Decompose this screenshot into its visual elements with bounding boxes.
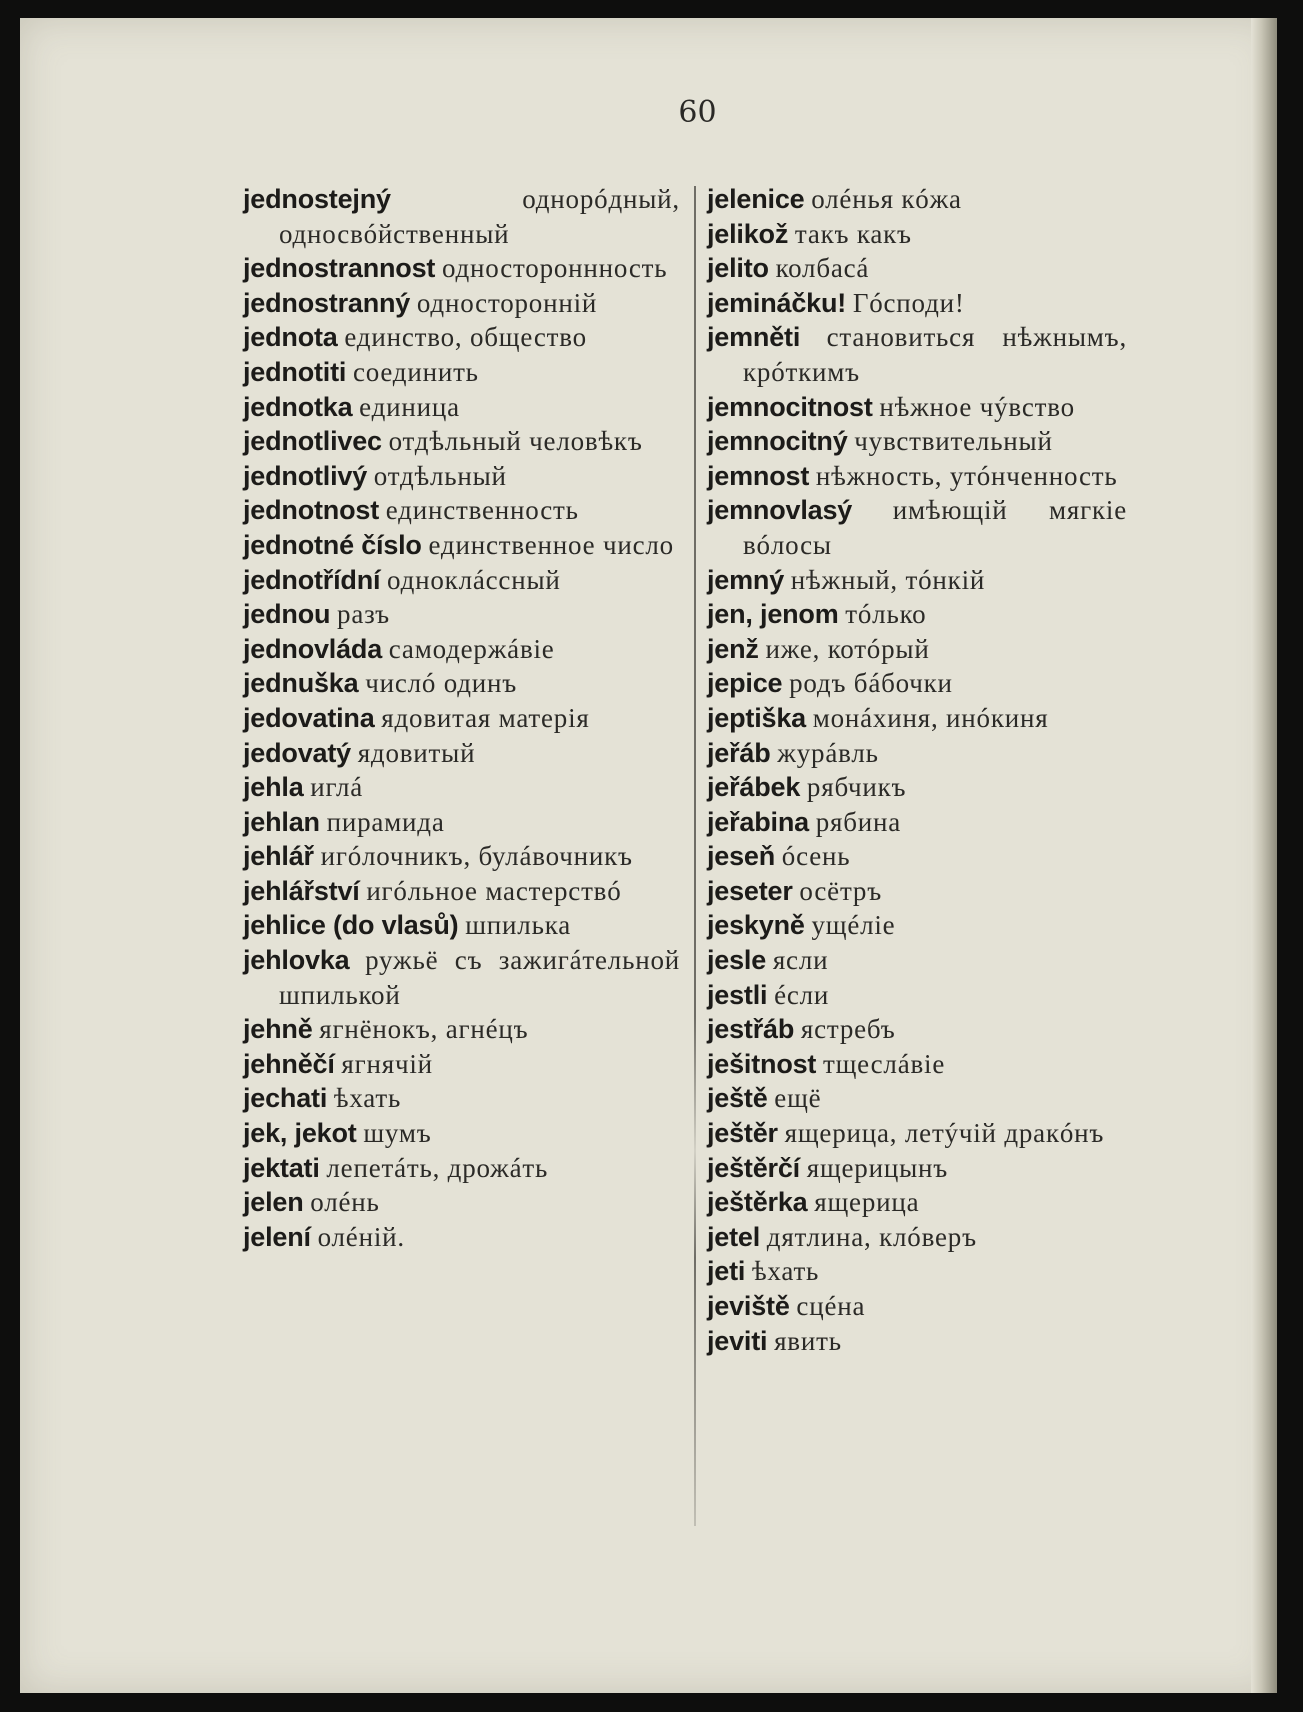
entry-headword: jednotka	[243, 391, 353, 422]
entry-headword: jetel	[707, 1221, 761, 1252]
entry-headword: jeviti	[707, 1325, 768, 1356]
entry-translation: однорóдный, односвóйственный	[279, 184, 680, 249]
entry-headword: jednostranný	[243, 287, 411, 318]
dictionary-entry	[707, 908, 1127, 943]
entry-translation: ястребъ	[800, 1014, 896, 1045]
entry-headword: jestřáb	[707, 1014, 795, 1045]
entry-headword: jen, jenom	[707, 599, 839, 630]
dictionary-entry	[243, 286, 680, 321]
dictionary-entry	[707, 1220, 1127, 1255]
dictionary-entry	[243, 1047, 680, 1082]
entry-translation: журáвль	[777, 737, 879, 768]
dictionary-entry	[243, 459, 680, 494]
page-number: 60	[678, 95, 717, 130]
entry-translation: шумъ	[363, 1118, 432, 1149]
dictionary-entry	[243, 1081, 680, 1116]
entry-translation: éсли	[774, 979, 830, 1010]
entry-translation: колбасá	[775, 253, 870, 284]
dictionary-entry	[243, 1116, 680, 1151]
entry-translation: разъ	[337, 599, 390, 630]
entry-translation: чувствительный	[854, 426, 1053, 457]
entry-translation: шпилька	[465, 910, 571, 941]
entry-headword: jednotnost	[243, 495, 379, 526]
dictionary-entry	[707, 632, 1127, 667]
entry-translation: такъ какъ	[794, 218, 912, 249]
dictionary-entry	[707, 286, 1127, 321]
entry-headword: jeřabina	[707, 806, 809, 837]
dictionary-entry	[707, 597, 1127, 632]
entry-headword: jednuška	[243, 668, 359, 699]
entry-translation: ящерицынъ	[806, 1152, 949, 1183]
dictionary-entry	[243, 320, 680, 355]
dictionary-entry	[707, 666, 1127, 701]
entry-headword: jelení	[243, 1221, 311, 1252]
entry-headword: jednotiti	[243, 356, 347, 387]
entry-headword: jeřáb	[707, 737, 771, 768]
entry-translation: монáхиня, инóкиня	[812, 702, 1049, 733]
dictionary-entry	[707, 1012, 1127, 1047]
dictionary-entry	[707, 874, 1127, 909]
entry-translation: ещё	[774, 1083, 822, 1114]
dictionary-entry	[707, 770, 1127, 805]
dictionary-entry	[243, 805, 680, 840]
entry-translation: игóльное мастерствó	[366, 875, 622, 906]
entry-translation: лепетáть, дрожáть	[326, 1152, 549, 1183]
dictionary-entry	[243, 493, 680, 528]
entry-headword: jehněčí	[243, 1048, 335, 1079]
entry-translation: отдѣльный	[373, 460, 507, 491]
left-column	[243, 182, 680, 1254]
entry-translation: становиться нѣжнымъ, крóткимъ	[743, 322, 1127, 387]
dictionary-entry	[707, 805, 1127, 840]
entry-headword: jelikož	[707, 218, 789, 249]
entry-translation: ядовитая матерiя	[381, 702, 590, 733]
entry-headword: jednostejný	[243, 184, 391, 214]
entry-translation: единственность	[385, 495, 579, 526]
entry-translation: нѣжность, утóнченность	[815, 460, 1118, 491]
entry-translation: игóлочникъ, булáвочникъ	[320, 841, 633, 872]
dictionary-entry	[243, 355, 680, 390]
entry-headword: jepice	[707, 668, 783, 699]
dictionary-entry	[243, 908, 680, 943]
dictionary-entry	[243, 839, 680, 874]
dictionary-entry	[707, 978, 1127, 1013]
entry-headword: jeviště	[707, 1291, 790, 1321]
dictionary-entry	[243, 632, 680, 667]
dictionary-entry	[243, 1185, 680, 1220]
right-column	[707, 182, 1127, 1358]
dictionary-entry	[243, 251, 680, 286]
dictionary-entry	[707, 251, 1127, 286]
dictionary-entry	[243, 528, 680, 563]
entry-translation: олéнiй.	[317, 1221, 405, 1252]
entry-headword: jednostrannost	[243, 253, 436, 284]
entry-translation: соединить	[352, 356, 479, 387]
entry-headword: jek, jekot	[243, 1118, 357, 1149]
entry-translation: единственное число	[428, 529, 674, 560]
entry-translation: единица	[359, 391, 460, 422]
entry-headword: jednotné číslo	[243, 529, 422, 560]
dictionary-entry	[707, 1324, 1127, 1359]
entry-headword: jednou	[243, 599, 331, 630]
dictionary-entry	[707, 563, 1127, 598]
dictionary-entry	[243, 597, 680, 632]
dictionary-entry	[707, 1151, 1127, 1186]
entry-headword: jenž	[707, 633, 759, 664]
dictionary-entry	[243, 182, 680, 251]
entry-headword: jeseter	[707, 875, 793, 906]
entry-headword: jednotřídní	[243, 564, 381, 595]
entry-headword: ještěrčí	[707, 1152, 800, 1183]
dictionary-entry	[707, 459, 1127, 494]
entry-headword: jemnocitnost	[707, 391, 873, 422]
entry-headword: jehla	[243, 772, 304, 803]
dictionary-entry	[707, 424, 1127, 459]
dictionary-entry	[707, 182, 1127, 217]
dictionary-entry	[707, 493, 1127, 562]
entry-headword: ještěr	[707, 1118, 778, 1149]
entry-headword: jeřábek	[707, 772, 801, 803]
entry-translation: ущéлiе	[811, 910, 896, 941]
entry-headword: jehlář	[243, 841, 314, 872]
entry-headword: jednotlivec	[243, 426, 382, 457]
dictionary-entry	[707, 1047, 1127, 1082]
entry-headword: jeti	[707, 1256, 746, 1287]
entry-translation: одностороннность	[441, 253, 668, 284]
entry-headword: jednota	[243, 322, 338, 353]
entry-translation: олéнь	[310, 1187, 380, 1218]
dictionary-entry	[707, 1254, 1127, 1289]
entry-headword: jehlovka	[243, 945, 350, 976]
entry-translation: олéнья кóжа	[811, 184, 962, 214]
entry-headword: jeskyně	[707, 910, 805, 941]
dictionary-entry	[707, 736, 1127, 771]
entry-translation: явить	[774, 1325, 842, 1356]
entry-headword: jelen	[243, 1187, 304, 1218]
entry-translation: иже, котóрый	[765, 633, 930, 664]
entry-translation: ядовитый	[357, 737, 476, 768]
entry-headword: jemnocitný	[707, 426, 848, 457]
entry-translation: имѣющiй мягкiе вóлосы	[743, 495, 1127, 560]
entry-translation: рябчикъ	[806, 772, 907, 803]
entry-translation: тóлько	[845, 599, 927, 630]
entry-translation: рябина	[815, 806, 902, 837]
dictionary-entry	[243, 563, 680, 598]
entry-headword: jehlice (do vlasů)	[243, 910, 459, 941]
entry-headword: jehlářství	[243, 875, 360, 906]
entry-headword: jelenice	[707, 184, 805, 214]
dictionary-entry	[707, 320, 1127, 389]
entry-headword: jedovatý	[243, 737, 351, 768]
entry-headword: jemnost	[707, 460, 810, 491]
entry-headword: jehlan	[243, 806, 320, 837]
entry-translation: тщеслáвiе	[822, 1048, 946, 1079]
entry-translation: единство, общество	[344, 322, 587, 353]
entry-headword: ještě	[707, 1083, 768, 1114]
dictionary-entry	[707, 839, 1127, 874]
entry-headword: jechati	[243, 1083, 328, 1114]
entry-translation: ягнёнокъ, агнéцъ	[319, 1014, 529, 1045]
entry-translation: дятлина, клóверъ	[766, 1221, 977, 1252]
dictionary-entry	[243, 1151, 680, 1186]
entry-translation: самодержáвiе	[388, 633, 555, 664]
dictionary-entry	[707, 1081, 1127, 1116]
entry-translation: ящерица	[814, 1187, 920, 1218]
dictionary-entry	[243, 874, 680, 909]
page-edge	[1251, 18, 1277, 1693]
column-divider	[694, 186, 696, 1526]
dictionary-entry	[243, 1220, 680, 1255]
entry-translation: нѣжное чýвство	[879, 391, 1075, 422]
entry-translation: нѣжный, тóнкiй	[790, 564, 986, 595]
dictionary-entry	[243, 1012, 680, 1047]
entry-translation: óсень	[781, 841, 851, 872]
entry-translation: ѣхать	[333, 1083, 402, 1114]
dictionary-entry	[243, 736, 680, 771]
entry-translation: отдѣльный человѣкъ	[388, 426, 643, 457]
dictionary-entry	[243, 390, 680, 425]
entry-translation: пирамида	[326, 806, 445, 837]
entry-headword: jednovláda	[243, 633, 383, 664]
dictionary-entry	[243, 424, 680, 459]
dictionary-entry	[707, 1116, 1127, 1151]
entry-headword: jehně	[243, 1014, 313, 1045]
entry-translation: ясли	[772, 945, 829, 976]
entry-headword: jelito	[707, 253, 769, 284]
entry-headword: jednotlivý	[243, 460, 368, 491]
dictionary-entry	[707, 390, 1127, 425]
dictionary-entry	[707, 701, 1127, 736]
entry-headword: jeptiška	[707, 702, 806, 733]
entry-translation: ящерица, летýчiй дракóнъ	[784, 1118, 1105, 1149]
entry-headword: jemný	[707, 564, 785, 595]
entry-headword: jeseň	[707, 841, 776, 872]
entry-headword: ješitnost	[707, 1048, 817, 1079]
entry-headword: jemináčku!	[707, 287, 847, 318]
dictionary-entry	[243, 943, 680, 1012]
entry-translation: ѣхать	[751, 1256, 820, 1287]
entry-translation: одностороннiй	[416, 287, 598, 318]
entry-headword: jektati	[243, 1152, 320, 1183]
entry-translation: числó одинъ	[365, 668, 518, 699]
entry-headword: ještěrka	[707, 1187, 808, 1218]
entry-translation: ружьё съ зажигáтельной шпилькой	[279, 945, 680, 1010]
dictionary-entry	[707, 1289, 1127, 1324]
entry-translation: одноклáссный	[387, 564, 561, 595]
entry-headword: jestli	[707, 979, 768, 1010]
dictionary-entry	[707, 943, 1127, 978]
entry-translation: иглá	[310, 772, 364, 803]
entry-headword: jemněti	[707, 322, 801, 353]
dictionary-entry	[243, 666, 680, 701]
dictionary-entry	[707, 1185, 1127, 1220]
entry-translation: Гóсподи!	[852, 287, 965, 318]
entry-translation: ягнячiй	[341, 1048, 433, 1079]
entry-headword: jesle	[707, 945, 767, 976]
dictionary-entry	[707, 217, 1127, 252]
entry-headword: jemnovlasý	[707, 495, 853, 526]
dictionary-entry	[243, 701, 680, 736]
entry-translation: осётръ	[799, 875, 882, 906]
entry-headword: jedovatina	[243, 702, 375, 733]
entry-translation: родъ бáбочки	[789, 668, 953, 699]
entry-translation: сцéна	[796, 1291, 866, 1321]
dictionary-entry	[243, 770, 680, 805]
